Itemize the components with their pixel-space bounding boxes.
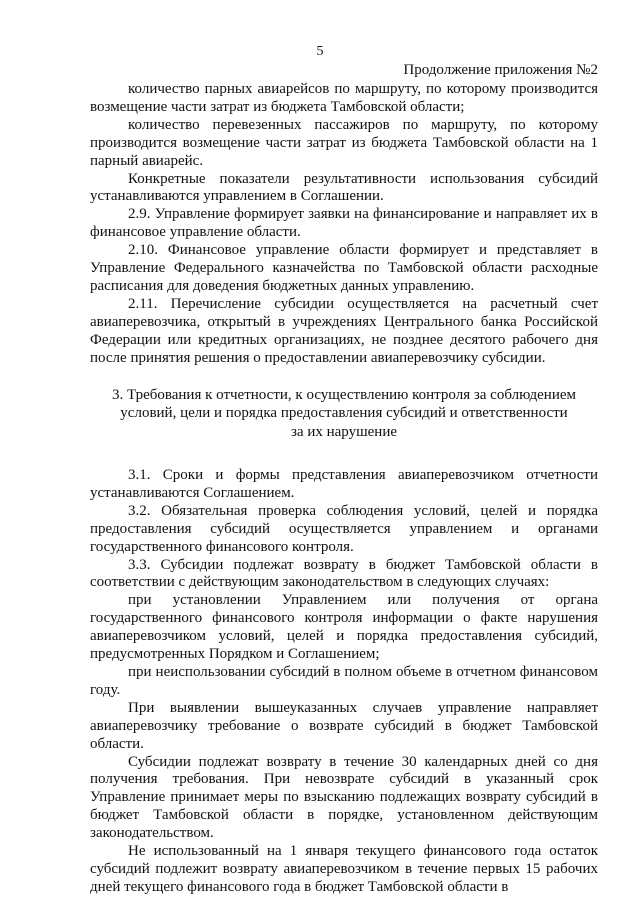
appendix-continuation: Продолжение приложения №2 <box>403 62 598 78</box>
paragraph: Не использованный на 1 января текущего финансового года остаток субсидий подлежит возврату авиаперевозчиком в течение первых 15 рабочих дней текущего финансового года в бюджет Тамбовской области в <box>90 843 598 895</box>
paragraph: количество парных авиарейсов по маршруту, по которому производится возмещение части затрат из бюджета Тамбовской области; <box>90 81 598 115</box>
paragraph: 3.3. Субсидии подлежат возврату в бюджет Тамбовской области в соответствии с действующим законодательством в следующих случаях: <box>90 556 598 591</box>
paragraph: Субсидии подлежат возврату в течение 30 календарных дней со дня получения требования. При невозврате субсидий в указанный срок Управление принимает меры по взысканию подлежащих возврату субсидий в бюджет Тамбовской области в порядке, установленном действующим законодательством. <box>90 753 598 842</box>
paragraph: количество перевезенных пассажиров по маршруту, по которому производится возмещение части затрат из бюджета Тамбовской области на 1 парный авиарейс. <box>90 116 598 169</box>
paragraph: 2.9. Управление формирует заявки на финансирование и направляет их в финансовое управление области. <box>90 206 598 241</box>
document-body <box>90 81 598 897</box>
section-heading-line: условий, цели и порядка предоставления субсидий и ответственности <box>120 405 568 421</box>
paragraph: 3.2. Обязательная проверка соблюдения условий, целей и порядка предоставления субсидий осуществляется управлением и органами государственного финансового контроля. <box>90 502 598 555</box>
paragraph: При выявлении вышеуказанных случаев управление направляет авиаперевозчику требование о возврате субсидий в бюджет Тамбовской области. <box>90 699 598 752</box>
section-heading-line: за их нарушение <box>290 423 398 440</box>
paragraph: 2.11. Перечисление субсидии осуществляется на расчетный счет авиаперевозчика, открытый в учреждениях Центрального банка Российской Федерации или кредитных организациях, не позднее десятого рабочего дня после принятия решения о предоставлении авиаперевозчику субсидии. <box>90 295 598 366</box>
paragraph: 3.1. Сроки и формы представления авиаперевозчиком отчетности устанавливаются Соглашением. <box>90 467 598 501</box>
paragraph: 2.10. Финансовое управление области формирует и представляет в Управление Федерального казначейства по Тамбовской области расходные расписания для доведения бюджетных данных управлению. <box>90 242 598 294</box>
section-heading-line: 3. Требования к отчетности, к осуществлению контроля за соблюдением <box>111 386 577 403</box>
paragraph: при установлении Управлением или получения от органа государственного финансового контроля информации о факте нарушения авиаперевозчиком условий, целей и порядка предоставления субсидий, предусмотренных Порядком и Соглашением; <box>90 592 598 663</box>
section-heading <box>90 386 598 442</box>
paragraph: при неиспользовании субсидий в полном объеме в отчетном финансовом году. <box>90 663 598 698</box>
page-number: 5 <box>316 44 324 59</box>
paragraph: Конкретные показатели результативности использования субсидий устанавливаются управлением в Соглашении. <box>90 170 598 205</box>
